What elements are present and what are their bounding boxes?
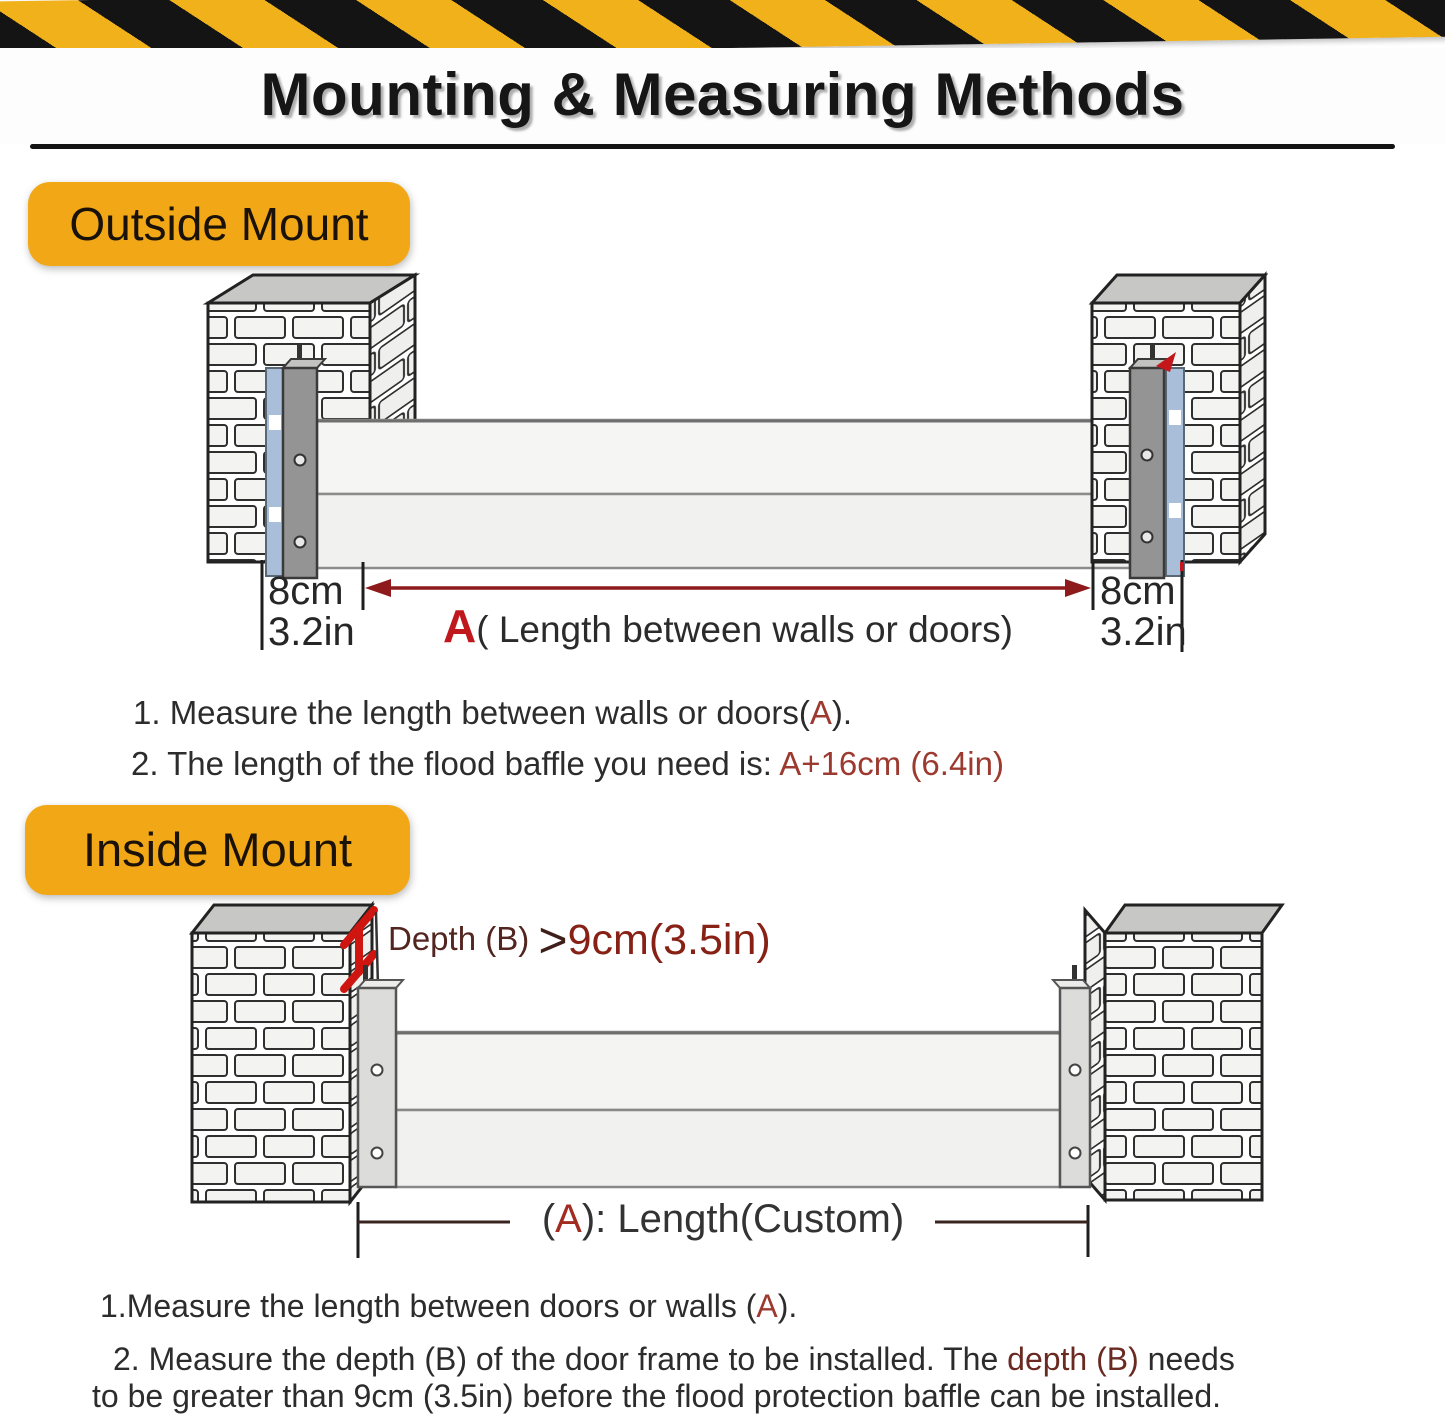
inside-step-2 (113, 1341, 1235, 1378)
inside-left-brick-pillar (192, 905, 372, 1202)
step-highlight: A+16cm (6.4in) (779, 745, 1004, 782)
dimension-in: 3.2in (268, 610, 355, 654)
outside-right-wall-channel (1166, 368, 1184, 576)
step-highlight: A (809, 694, 832, 731)
length-paren: ( (541, 1197, 556, 1241)
step-text: 1.Measure the length between doors or walls ( (100, 1288, 757, 1324)
inside-mount-badge: Inside Mount (25, 805, 410, 895)
greater-than-symbol: > (538, 912, 568, 968)
depth-value: 9cm(3.5in) (567, 916, 771, 964)
outside-flood-barrier-panels (317, 420, 1130, 568)
step-text: ). (831, 694, 853, 731)
inside-step-1 (100, 1288, 797, 1325)
page-title: Mounting & Measuring Methods (260, 61, 1185, 128)
step-text: ). (777, 1288, 798, 1324)
inside-left-mounting-post (358, 980, 403, 1187)
length-a-symbol: A (555, 1197, 582, 1241)
dimension-in: 3.2in (1100, 610, 1187, 654)
outside-length-label (363, 599, 1093, 653)
outside-right-dimension (1100, 571, 1187, 653)
step-highlight: A (756, 1288, 778, 1324)
inside-flood-barrier-panels (396, 1032, 1060, 1187)
outside-left-dimension (268, 571, 355, 653)
inside-right-brick-pillar (1085, 905, 1282, 1200)
step-text: 2. Measure the depth (B) of the door frame to be installed. The (113, 1341, 1008, 1377)
outside-step-2 (131, 745, 1004, 783)
step-highlight: depth (B) (1007, 1341, 1139, 1377)
depth-label (388, 911, 771, 969)
depth-text: Depth (B) (388, 920, 539, 957)
title-divider (30, 144, 1395, 149)
step-text: 1. Measure the length between walls or doors( (133, 694, 810, 731)
length-a-symbol: A (442, 600, 477, 652)
step-text: 2. The length of the flood baffle you need is: (131, 745, 780, 782)
dimension-cm: 8cm (1100, 569, 1176, 613)
inside-step-2-line2: to be greater than 9cm (3.5in) before the flood protection baffle can be installed. (92, 1378, 1222, 1414)
step-text: needs (1138, 1341, 1235, 1377)
depth-wire (376, 912, 378, 987)
inside-length-label (358, 1197, 1088, 1242)
length-text: ): Length(Custom) (581, 1197, 905, 1241)
dimension-cm: 8cm (268, 569, 344, 613)
outside-left-wall-channel (266, 368, 284, 576)
outside-mount-badge: Outside Mount (28, 182, 410, 266)
length-a-text: ( Length between walls or doors) (476, 609, 1014, 650)
outside-step-1 (133, 694, 852, 732)
